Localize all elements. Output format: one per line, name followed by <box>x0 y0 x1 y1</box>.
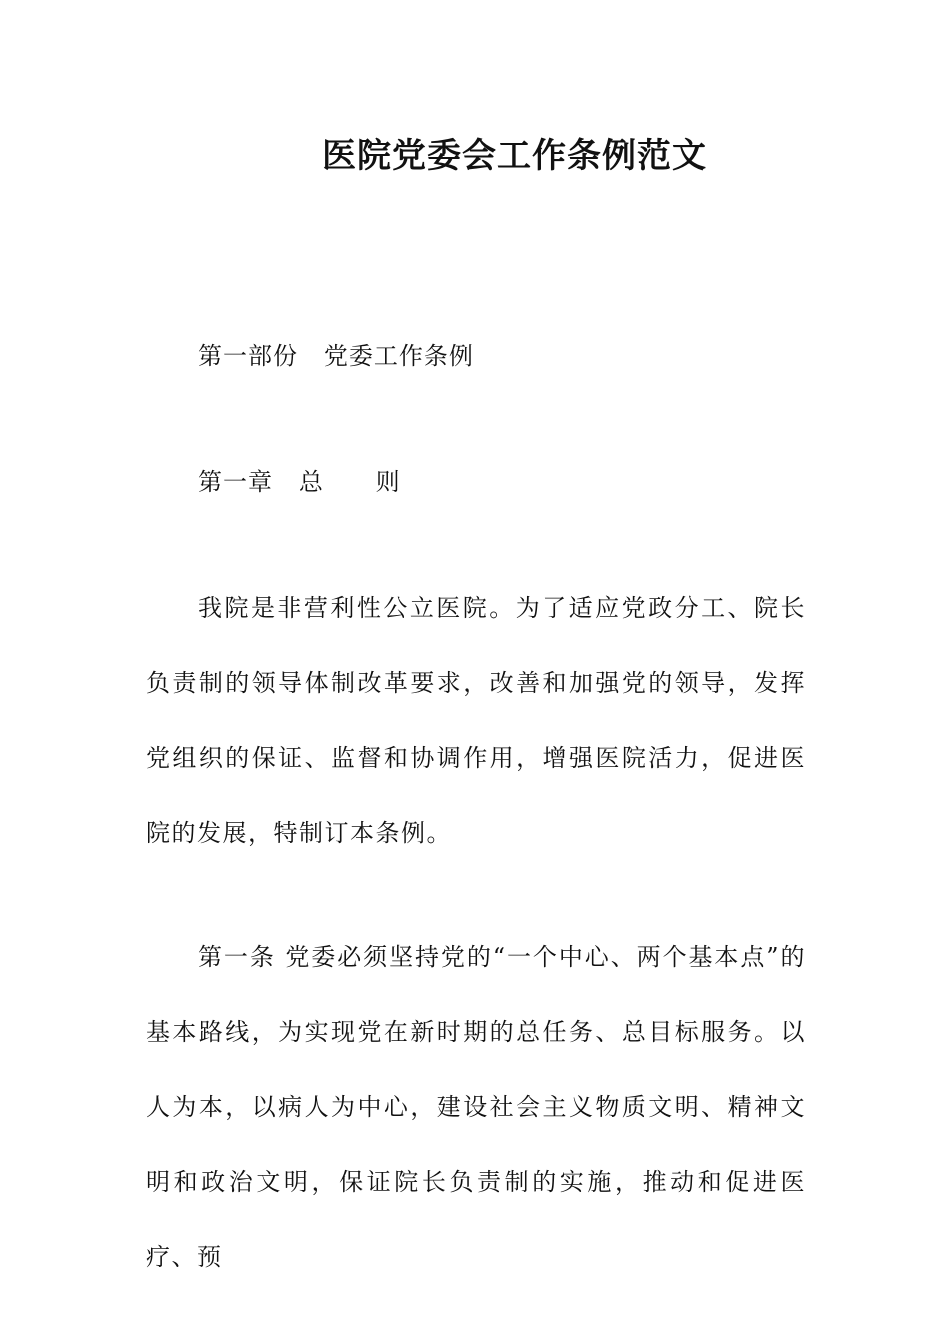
chapter-heading: 第一章 总 则 <box>198 468 401 496</box>
part-heading: 第一部份 党委工作条例 <box>198 342 474 370</box>
article-paragraph: 第一条 党委必须坚持党的“一个中心、两个基本点”的基本路线，为实现党在新时期的总任务、总目标服务。以人为本，以病人为中心，建设社会主义物质文明、精神文明和政治文明，保证院长负责制的实施，推动和促进医疗、预 <box>146 943 806 1271</box>
document-title: 医院党委会工作条例范文 <box>322 136 707 176</box>
body-paragraph: 我院是非营利性公立医院。为了适应党政分工、院长负责制的领导体制改革要求，改善和加强党的领导，发挥党组织的保证、监督和协调作用，增强医院活力，促进医院的发展，特制订本条例。 <box>146 594 806 847</box>
